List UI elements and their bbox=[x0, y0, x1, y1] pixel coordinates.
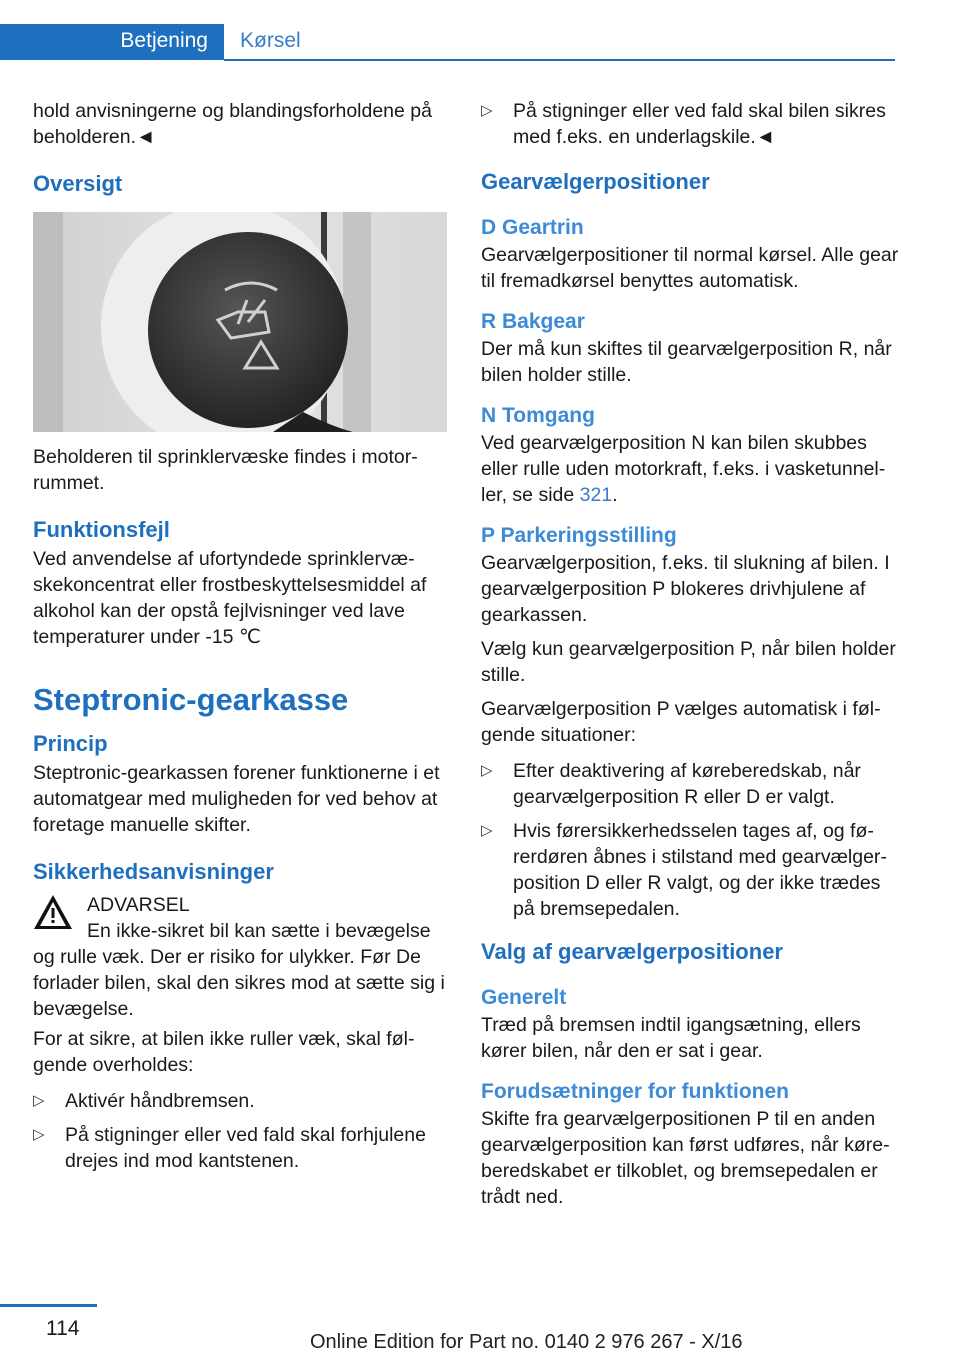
footer-rule bbox=[0, 1304, 97, 1307]
tab-betjening-label: Betjening bbox=[120, 29, 208, 52]
edition-footer: Online Edition for Part no. 0140 2 976 267 - X/16 bbox=[310, 1331, 743, 1353]
generelt-text: Træd på bremsen indtil igangsætning, ellers kører bilen, når den er sat i gear. bbox=[481, 1014, 861, 1062]
p-text-1: Gearvælgerposition, f.eks. til slukning af bilen. I gearvælgerposition P blokeres drivhjulene af gearkassen. bbox=[481, 552, 890, 626]
p-text-2: Vælg kun gearvælgerposition P, når bilen holder stille. bbox=[481, 638, 896, 686]
p-bullets bbox=[481, 758, 901, 922]
funktionsfejl-heading: Funktionsfejl bbox=[33, 517, 170, 542]
bullet-triangle-icon: ▷ bbox=[481, 102, 493, 119]
generelt-heading: Generelt bbox=[481, 986, 567, 1009]
bullet-triangle-icon: ▷ bbox=[481, 822, 493, 839]
bullet-triangle-icon: ▷ bbox=[33, 1126, 45, 1143]
washer-cap-illustration bbox=[33, 212, 447, 432]
tab-korsel[interactable]: Kørsel bbox=[240, 29, 301, 52]
n-text: Ved gearvælgerposition N kan bilen skubbes eller rulle uden motorkraft, f.eks. i vasketunneller, se side 321. bbox=[481, 432, 886, 506]
list-item: ▷ Efter deaktivering af køreberedskab, når gearvælgerposition R eller D er valgt. bbox=[481, 760, 861, 808]
foruds-text: Skifte fra gearvælgerpositionen P til en anden gearvælgerposition kan først udføres, når køreberedskabet er tilkoblet, og bremsepedalen er trådt ned. bbox=[481, 1108, 890, 1208]
list-item: ▷ På stigninger eller ved fald skal bilen sikres med f.eks. en underlagskile.◄ bbox=[481, 100, 886, 148]
bullet-triangle-icon: ▷ bbox=[33, 1092, 45, 1109]
princip-text: Steptronic-gearkassen forener funktionerne i et automatgear med muligheden for ved behov at foretage manuelle skifter. bbox=[33, 762, 440, 836]
warning-title: ADVARSEL bbox=[87, 894, 190, 916]
right-column bbox=[481, 98, 901, 1218]
page-number: 114 bbox=[46, 1317, 80, 1340]
tab-betjening[interactable] bbox=[0, 24, 224, 60]
p-text-3: Gearvælgerposition P vælges automatisk i følgende situationer: bbox=[481, 698, 881, 746]
photo-caption: Beholderen til sprinklervæske findes i motorrummet. bbox=[33, 446, 418, 494]
r-text: Der må kun skiftes til gearvælgerposition R, når bilen holder stille. bbox=[481, 338, 892, 386]
header-rule bbox=[224, 59, 895, 61]
page-link-321[interactable]: 321 bbox=[579, 484, 613, 506]
intro-text: hold anvisningerne og blandingsforholdene på beholderen.◄ bbox=[33, 100, 432, 148]
list-item: ▷ Aktivér håndbremsen. bbox=[33, 1090, 255, 1112]
top-bullets bbox=[481, 98, 901, 150]
warning-block bbox=[33, 892, 449, 1022]
oversigt-heading: Oversigt bbox=[33, 171, 123, 196]
chapter-title: Steptronic-gearkasse bbox=[33, 682, 349, 717]
bullet-triangle-icon: ▷ bbox=[481, 762, 493, 779]
washer-fluid-cap-photo bbox=[33, 212, 447, 432]
valg-heading: Valg af gearvælgerpositioner bbox=[481, 939, 783, 964]
funktionsfejl-text: Ved anvendelse af ufortyndede sprinklervæskekoncentrat eller frostbeskyttelsesmiddel af alkohol kan der opstå fejlvisninger ved lave temperaturer under -15 ℃ bbox=[33, 548, 427, 648]
n-heading: N Tomgang bbox=[481, 404, 595, 427]
list-item: ▷ Hvis førersikkerhedsselen tages af, og førerdøren åbnes i stilstand med gearvælgerposition D eller R valgt, og der ikke trædes på bremsepedalen. bbox=[481, 820, 887, 920]
secure-bullets bbox=[33, 1088, 449, 1174]
warning-triangle-icon bbox=[33, 894, 73, 930]
gear-heading: Gearvælgerpositioner bbox=[481, 169, 710, 194]
r-heading: R Bakgear bbox=[481, 310, 585, 333]
left-column bbox=[33, 98, 449, 1182]
secure-text: For at sikre, at bilen ikke ruller væk, skal følgende overholdes: bbox=[33, 1028, 415, 1076]
warning-text: En ikke-sikret bil kan sætte i bevægelse og rulle væk. Der er risiko for ulykker. Før De forlader bilen, skal den sikres mod at sætte sig i bevægelse. bbox=[33, 920, 445, 1020]
foruds-heading: Forudsætninger for funktionen bbox=[481, 1080, 789, 1103]
chapter-tabs bbox=[0, 24, 895, 62]
p-heading: P Parkeringsstilling bbox=[481, 524, 677, 547]
list-item: ▷ På stigninger eller ved fald skal forhjulene drejes ind mod kantstenen. bbox=[33, 1124, 426, 1172]
d-text: Gearvælgerpositioner til normal kørsel. Alle gear til fremadkørsel benyttes automatisk. bbox=[481, 244, 899, 292]
d-heading: D Geartrin bbox=[481, 216, 584, 239]
princip-heading: Princip bbox=[33, 731, 108, 756]
sikkerhed-heading: Sikkerhedsanvisninger bbox=[33, 859, 274, 884]
